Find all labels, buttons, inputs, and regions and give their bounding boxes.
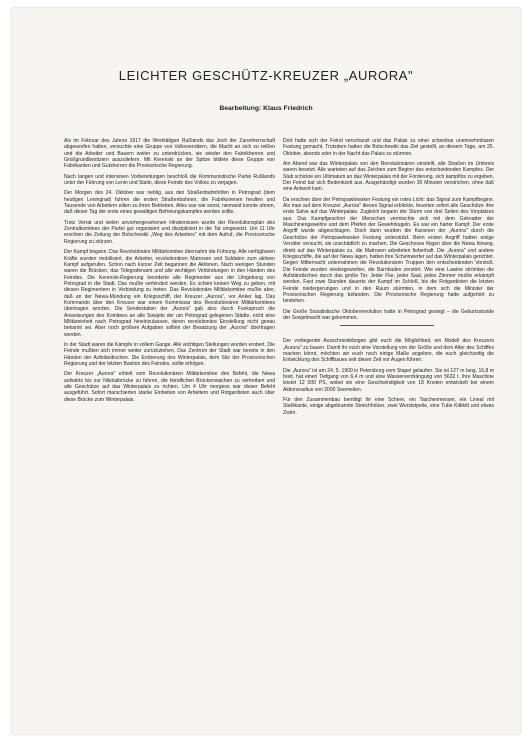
paragraph: Als im Februar des Jahres 1917 die Werktätigen Rußlands das Joch der Zarenherrschaft abgeworfen hatten, versuchte eine Gruppe von Volksverrätern, die Macht an sich zu reißen und die Arbeiter und Bauern weiter zu unterdrücken, sie wieder den Fabrikherren und Großgrundbesitzern auszuliefern. Mit Kerenski an der Spitze bildete diese Gruppe von Fabrikanten und Gutsherren die Provisorische Regierung.: [64, 138, 275, 170]
paragraph: Trotz Verrat und vielen unvorhergesehenen Hindernissen wurde der Revolutionsplan des Zentralkomitees der Partei gut organisiert und diszipliniert in die Tat umgesetzt. Um 11 Uhr erschien die Zeitung der Bolschewiki „Weg des Arbeiters" mit dem Aufruf, die Provisorische Regierung zu stürzen.: [64, 219, 275, 245]
author-line: Bearbeitung: Klaus Friedrich: [219, 105, 313, 112]
paragraph: Der Kreuzer „Aurora" erhielt vom Revolutionären Militärkomitee den Befehl, die Newa aufwärts bis zur Nikolaibrücke zu fahren, die feindlichen Brückenwachen zu vertreiben und alle Geschütze auf das Winterpalais zu richten. Um 4 Uhr morgens war dieser Befehl ausgeführt. Sofort marschierten starke Einheiten von Arbeitern und Rotgardisten auch über diese Brücke zum Winterpalais.: [64, 371, 275, 403]
document-page: [12, 8, 520, 734]
left-column: [64, 138, 275, 407]
paragraph: Da erschien über der Petropawlowsker Festung ein rotes Licht: das Signal zum Kampfbeginn. Als man auf dem Kreuzer „Aurora" dieses Signal erblickte, feuerten sofort alle Geschütze ihre erste Salve auf das Winterpalais. Zugleich begann der Sturm von drei Seiten des Vorplatzes aus. Das Kampfgeschrei der Menschen vermischte sich mit dem Geknatter der Maschinengewehre und dem Pfeifen der Gewehrkugeln. Es war ein harter Kampf. Der erste Angriff wurde abgeschlagen. Doch dann wurden die Kanonen der „Aurora" durch die Geschütze der Petropawlowsker Festung unterstützt. Beim ersten Angriff hatten einige Verräter versucht, sie unschädlich zu machen. Die Geschosse flogen über die Newa hinweg, direkt auf das Winterpalais zu, die Matrosen arbeiteten fieberhaft. Die „Aurora" und andere Kriegsschiffe, die auf der Newa lagen, hatten ihre Scheinwerfer auf das Winterpalais gerichtet. Gegen Mitternacht unternahmen die Revolutionären Truppen den entscheidenden Vorstoß. Die Feinde wurden niedergeworfen, die Barrikaden zerstört. Wie eine Lawine strömten die Aufständischen durch das große Tor. Jeder Flur, jeder Saal, jedes Zimmer mußte erkämpft werden. Fast zwei Stunden dauerte der Kampf im Schloß, bis die Rotgardisten die letzten Feinde niedergerungen und in den Raum stürmten, in dem sich die Minister der Provisorischen Regierung befanden. Die Provisorische Regierung hatte aufgehört zu bestehen.: [283, 196, 494, 305]
paragraph: Nach langen und intensiven Vorbereitungen beschloß die Kommunistische Partei Rußlands unter der Führung von Lenin und Stalin, diese Feinde des Volkes zu verjagen.: [64, 173, 275, 187]
paragraph: Dort hatte sich der Feind verschanzt und das Palais zu einer scheinbar uneinnehmbaren Festung gemacht. Trotzdem hatten die Bolschewiki das Ziel gestellt, an diesem Tage, am 25. Oktober, abends oder in der Nacht das Palais zu stürmen.: [283, 138, 494, 157]
section-divider: [340, 325, 434, 326]
page-title: LEICHTER GESCHÜTZ-KREUZER „AURORA": [118, 68, 414, 83]
paragraph: Am Abend war das Winterpalais von den Revolutionären umstellt, alle Straßen im Umkreis waren besetzt. Alle warteten auf das Zeichen zum Beginn des entscheidenden Kampfes. Der Stab schickte ein Ultimatum an das Winterpalais mit der Forderung, sich kampflos zu ergeben. Der Feind bat sich Bedenkzeit aus. Ausgehändigt wurden 30 Minuten verstrichen, ohne daß eine Antwort kam.: [283, 161, 494, 193]
paragraph: In der Stadt waren die Kämpfe in vollem Gange. Alle wichtigen Stellungen wurden erobert. Die Feinde mußten sich immer weiter zurückziehen. Das Zentrum der Stadt war bereits in den Händen der Aufständischen. Die Eroberung des Winterpalais, dem Sitz der Provisorischen Regierung und der letzten Bastion des Feindes, sollte erfolgen.: [64, 341, 275, 367]
right-column: [283, 138, 494, 420]
paragraph: Der Kampf begann. Das Revolutionäre Militärkomitee übernahm die Führung. Alle verfügbaren Kräfte wurden mobilisiert, die Arbeiter, revolutionären Matrosen und Soldaten zum aktiven Kampf aufgerufen. Schon nach kurzer Zeit begannen die Aktionen. Nach wenigen Stunden waren die Brücken, das Telegrafenamt und alle wichtigen Verbindungen in den Händen des Feindes. Die Kerenski-Regierung beorderte alle Regimenter aus der Umgebung von Petrograd in die Stadt. Das mußte verhindert werden. Es schien keinen Weg zu geben, mit diesen Regimentern in Verbindung zu treten. Das Revolutionäre Militärkomitee mußte aber, daß an der Newa-Mündung ein Kriegsschiff, der Kreuzer „Aurora", vor Anker lag. Das Kommando über den Kreuzer war einem Kommissar des Revolutionären Militärkomitees übertragen worden. Die Sendestation der „Aurora" gab also durch Funkspruch die Anweisungen des Komitees an alle Sowjets der um Petrograd gelegenen Städte, nicht eine Militäreinheit nach Petrograd hineinzulassen, deren revolutionäre Einstellung nicht genau bekannt sei. Aber noch größere Aufgaben sollten der Besatzung der „Aurora" übertragen werden.: [64, 249, 275, 338]
paragraph: Für den Zusammenbau benötigt ihr eine Schere, ein Taschenmesser, ein Lineal mit Stahlkante, einige abgebrannte Streichhölzer, zwei Wurststpeile, eine Tube Kittikitt und etwas Zwirn.: [283, 397, 494, 416]
paragraph: Der Morgen des 24. Oktober war neblig, aus den Straßenbahnhöfen in Petrograd (dem heutigen Leningrad) fuhren die ersten Straßenbahnen, die Fabriksirenen heulten und Tausende von Arbeitern eilten zu ihren Betrieben. Alles war wie sonst, niemand konnte ahnen, daß dieser Tag der erste eines gewaltigen Befreiungskampfes werden sollte.: [64, 190, 275, 216]
paragraph: Der vorliegende Ausschneidebogen gibt euch die Möglichkeit, ein Modell des Kreuzers „Aurora" zu bauen. Damit ihr euch eine Vorstellung von der Größe und dem Alter des Schiffes machen könnt, möchten wir euch noch einige Maße angeben, die euch gleichzeitig die Entwicklung des Schiffbaues seit dieser Zeit vor Augen führen.: [283, 338, 494, 364]
paragraph: Die „Aurora" ist am 24. 5. 1900 in Petersburg vom Stapel gelaufen. Sie ist 127 m lang, 16,8 m breit, hat einen Tiefgang von 6,4 m und eine Wasserverdrängung von 5632 t. Ihre Maschine leistet 12 000 PS, wobei sie eine Geschwindigkeit von 18 Knoten entwickelt bei einem Aktionsradius von 2000 Seemeilen.: [283, 367, 494, 393]
paragraph: Die Große Sozialistische Oktoberrevolution hatte in Petrograd gesiegt – die Geburtsstunde der Sowjetmacht war gekommen.: [283, 308, 494, 321]
